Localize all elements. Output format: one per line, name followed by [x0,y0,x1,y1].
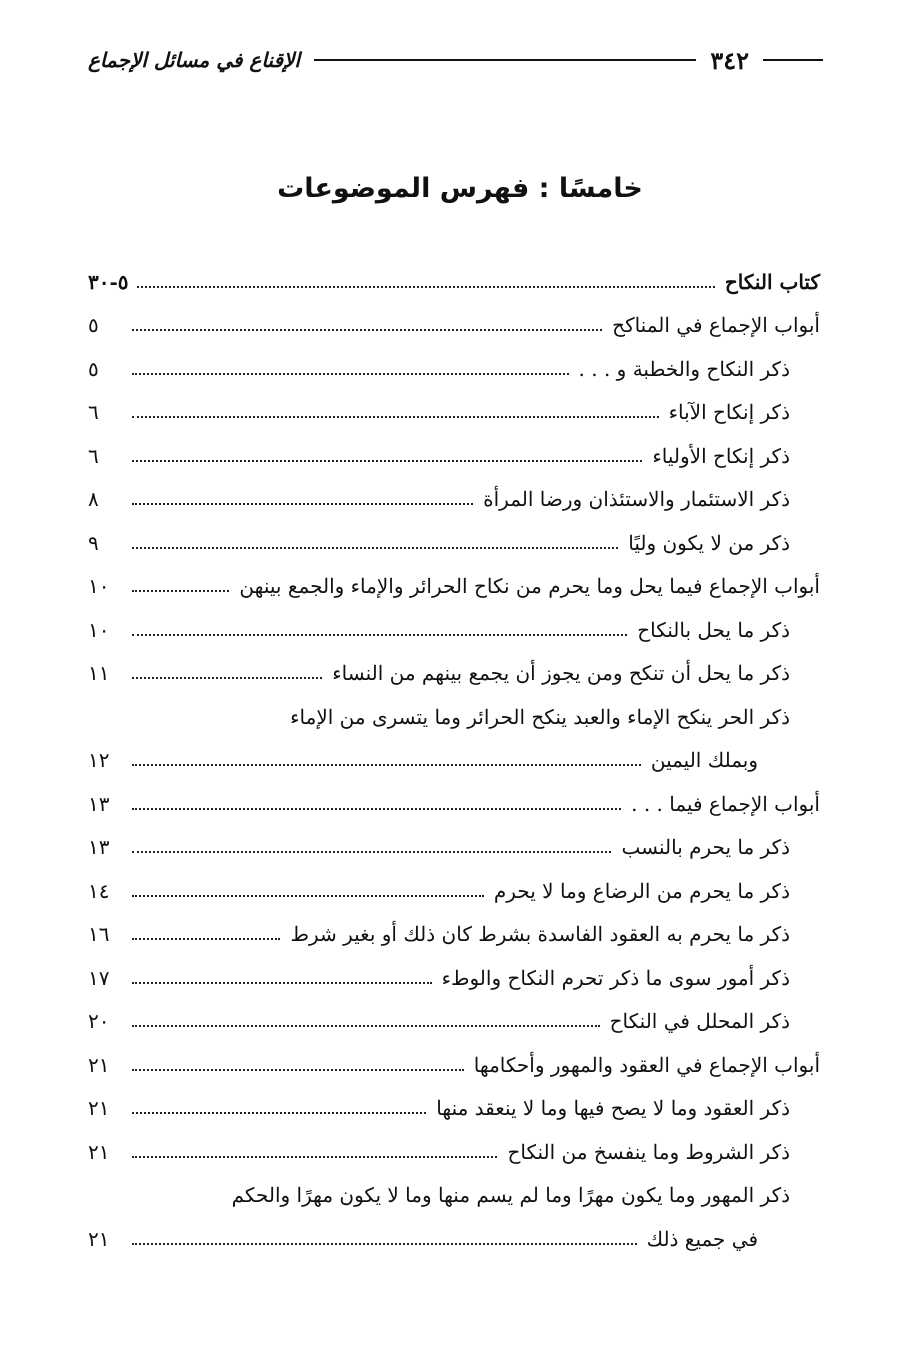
toc-entry [88,391,820,435]
toc-entry-label: ذكر ما يحرم به العقود الفاسدة بشرط كان ذلك أو بغير شرط [290,922,790,947]
toc-dot-leader [132,460,642,462]
toc-entry-label: أبواب الإجماع في المناكح [612,313,820,338]
toc-entry-label: ذكر الحر ينكح الإماء والعبد ينكح الحرائر وما يتسرى من الإماء [290,704,790,729]
toc-entry [88,869,820,913]
toc-entry-page: ١٧ [88,965,110,990]
toc-entry [88,434,820,478]
toc-entry-page: ٦ [88,400,99,425]
toc-entry-label: ذكر ما يحل بالنكاح [637,617,790,642]
toc-entry-label: ذكر ما يحرم من الرضاع وما لا يحرم [493,878,790,903]
toc-entry-label: كتاب النكاح [724,269,820,294]
toc-entry [88,478,820,522]
toc-dot-leader [137,286,715,288]
toc-entry [88,956,820,1000]
running-header [88,40,823,80]
toc-entry [88,652,820,696]
toc-entry-page: ٥ [88,356,99,381]
header-rule-long [314,59,696,61]
toc-dot-leader [132,982,432,984]
toc-dot-leader [132,851,611,853]
toc-entry [88,1130,820,1174]
toc-entry-label: ذكر إنكاح الأولياء [652,443,790,468]
toc-entry-continuation [88,1217,820,1261]
toc-entry-label: ذكر المهور وما يكون مهرًا وما لم يسم منها وما لا يكون مهرًا والحكم [231,1183,790,1208]
toc-entry-page: ٦ [88,443,99,468]
toc-entry-page: ٩ [88,530,99,555]
header-book-title: الإقناع في مسائل الإجماع [88,48,300,72]
header-page-number: ٣٤٢ [710,45,749,75]
toc-entry-page: ١٢ [88,748,110,773]
toc-entry [88,1087,820,1131]
toc-entry-page: ٢١ [88,1139,110,1164]
toc-entry [88,521,820,565]
toc-dot-leader [132,1025,600,1027]
toc-entry-page: ١٠ [88,617,110,642]
toc-dot-leader [132,1156,497,1158]
toc-entry [88,347,820,391]
section-title: خامسًا : فهرس الموضوعات [277,173,643,205]
toc-entry [88,782,820,826]
toc-entry-page: ١٠ [88,574,110,599]
toc-entry-page: ٢٠ [88,1009,110,1034]
toc-entry-label: ذكر النكاح والخطبة و . . . [578,356,790,381]
toc-entry-label: ذكر ما يحل أن تنكح ومن يجوز أن يجمع بينهم من النساء [332,661,790,686]
toc-dot-leader [132,677,322,679]
toc-entry-page: ٢١ [88,1096,110,1121]
toc-dot-leader [132,634,627,636]
toc-entry-label: في جميع ذلك [646,1226,758,1251]
toc-entry-page: ٥ [88,313,99,338]
toc-entry-label: أبواب الإجماع في العقود والمهور وأحكامها [473,1052,820,1077]
toc-entry-page: ١١ [88,661,110,686]
toc-entry [88,1174,820,1218]
toc-entry-label: وبملك اليمين [650,748,758,773]
toc-entry-label: ذكر من لا يكون وليًا [628,530,790,555]
toc-entry-label: ذكر الشروط وما ينفسخ من النكاح [507,1139,790,1164]
toc-entry-label: ذكر العقود وما لا يصح فيها وما لا ينعقد منها [436,1096,790,1121]
toc-dot-leader [132,416,659,418]
toc-entry-label: ذكر ما يحرم بالنسب [621,835,790,860]
toc-entry-label: ذكر المحلل في النكاح [609,1009,790,1034]
toc-entry-label: ذكر أمور سوى ما ذكر تحرم النكاح والوطء [441,965,790,990]
toc-dot-leader [132,895,484,897]
toc-entry-label: ذكر الاستئمار والاستئذان ورضا المرأة [483,487,790,512]
toc-entry-label: أبواب الإجماع فيما يحل وما يحرم من نكاح الحرائر والإماء والجمع بينهن [239,574,820,599]
toc-entry-chapter [88,260,820,304]
toc-entry-page: ١٤ [88,878,110,903]
toc-entry-label: ذكر إنكاح الآباء [668,400,790,425]
toc-entry [88,565,820,609]
toc-dot-leader [132,590,229,592]
toc-dot-leader [132,1243,637,1245]
toc-entry-page: ٨ [88,487,99,512]
toc-dot-leader [132,547,618,549]
toc-entry-page: ١٣ [88,835,110,860]
toc-dot-leader [132,764,641,766]
toc-dot-leader [132,808,621,810]
toc-dot-leader [132,938,280,940]
toc-entry-page: ٢١ [88,1226,110,1251]
toc-dot-leader [132,1069,464,1071]
toc-entry-page: ١٦ [88,922,110,947]
toc-entry [88,913,820,957]
toc-dot-leader [132,1112,426,1114]
toc-entry [88,1043,820,1087]
toc-dot-leader [132,329,602,331]
toc-entry [88,608,820,652]
toc-entry-page: ٢١ [88,1052,110,1077]
toc-entry-label: أبواب الإجماع فيما . . . [631,791,820,816]
toc-entry-page: ٥-٣٠ [88,269,129,294]
toc-entry-page: ١٣ [88,791,110,816]
toc-entry [88,826,820,870]
toc-entry [88,695,820,739]
toc-list [88,260,820,1261]
header-rule-short [763,59,823,61]
toc-entry-continuation [88,739,820,783]
toc-entry [88,1000,820,1044]
toc-dot-leader [132,373,569,375]
toc-dot-leader [132,503,473,505]
toc-entry [88,304,820,348]
